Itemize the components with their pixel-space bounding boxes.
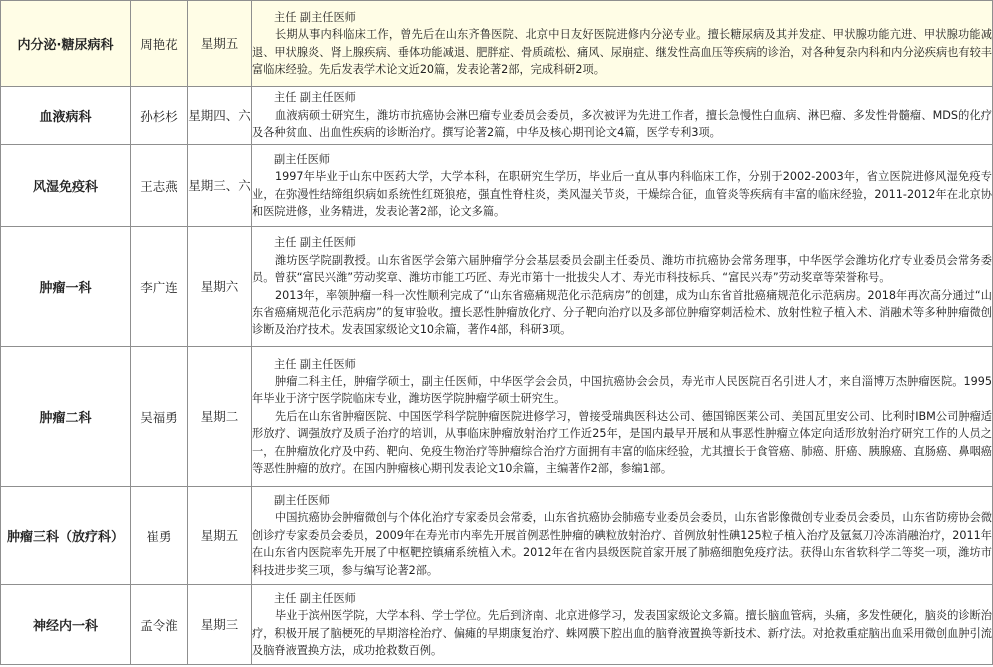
table-row bbox=[1, 347, 993, 487]
department-name: 肿瘤二科 bbox=[1, 347, 131, 487]
doctor-name: 孙杉杉 bbox=[131, 87, 188, 145]
bio-paragraph: 先后在山东省肿瘤医院、中国医学科学院肿瘤医院进修学习，曾接受瑞典医科达公司、德国锦医莱公司、美国瓦里安公司、比利时IBM公司肿瘤适形放疗、调强放疗及质子治疗的培训，从事临床肿瘤放射治疗工作近25年，是国内最早开展和从事恶性肿瘤立体定向适形放射治疗研究工作的人员之一，在肿瘤放化疗及中药、靶向、免疫生物治疗等肿瘤综合治疗方面拥有丰富的临床经验，尤其擅长于食管癌、肺癌、肝癌、胰腺癌、直肠癌、鼻咽癌等恶性肿瘤的放疗。在国内肿瘤核心期刊发表论文10余篇，主编著作2部，参编1部。 bbox=[252, 409, 992, 476]
doctor-name: 吴福勇 bbox=[131, 347, 188, 487]
doctor-name: 周艳花 bbox=[131, 1, 188, 87]
department-name: 肿瘤三科（放疗科） bbox=[1, 487, 131, 585]
doctor-bio bbox=[252, 227, 993, 347]
bio-paragraph: 中国抗癌协会肿瘤微创与个体化治疗专家委员会常委，山东省抗癌协会肺癌专业委员会委员，山东省影像微创专业委员会委员，山东省防痨协会微创诊疗专家委员会委员，2009年在寿光市内率先开展首例恶性肿瘤的碘粒放射治疗、首例放射性碘125粒子植入治疗及氩氦刀冷冻消融治疗，2011年在山东省内医院率先开展了中枢靶控镇痛系统植入术。2012年在省内县级医院首家开展了肺癌细胞免疫疗法。获得山东省软科学二等奖一项，潍坊市科技进步奖三项，参与编写论著2部。 bbox=[252, 511, 992, 577]
bio-paragraph: 2013年，率领肿瘤一科一次性顺利完成了“山东省癌痛规范化示范病房”的创建，成为山东省首批癌痛规范化示范病房。2018年再次高分通过“山东省癌痛规范化示范病房”的复审验收。擅长恶性肿瘤放化疗、分子靶向治疗以及多部位肿瘤穿刺活检术、放射性粒子植入术、消融术等多种肿瘤微创诊断及治疗技术。发表国家级论文10余篇，著作4部，科研3项。 bbox=[252, 288, 992, 337]
table-row bbox=[1, 145, 993, 227]
doctor-bio bbox=[252, 585, 993, 665]
doctor-bio bbox=[252, 487, 993, 585]
doctor-bio bbox=[252, 87, 993, 145]
department-name: 内分泌·糖尿病科 bbox=[1, 1, 131, 87]
bio-paragraph: 1997年毕业于山东中医药大学，大学本科，在职研究生学历，毕业后一直从事内科临床工作，分别于2002-2003年，省立医院进修风湿免疫专业，在弥漫性结缔组织病如系统性红斑狼疮，强直性脊柱炎，类风湿关节炎，干燥综合征，血管炎等疾病有丰富的临床经验，2011-2012年在北京协和医院进修，业务精进，发表论著2部，论文多篇。 bbox=[252, 170, 992, 218]
doctor-bio bbox=[252, 347, 993, 487]
clinic-days: 星期五 bbox=[188, 487, 252, 585]
clinic-days: 星期二 bbox=[188, 347, 252, 487]
department-name: 神经内一科 bbox=[1, 585, 131, 665]
table-row bbox=[1, 585, 993, 665]
department-name: 风湿免疫科 bbox=[1, 145, 131, 227]
clinic-days: 星期四、六 bbox=[188, 87, 252, 145]
doctor-title: 主任 副主任医师 bbox=[274, 236, 356, 250]
doctor-title: 主任 副主任医师 bbox=[274, 10, 356, 24]
bio-paragraph: 毕业于滨州医学院，大学本科、学士学位。先后到济南、北京进修学习，发表国家级论文多篇。擅长脑血管病，头痛，多发性硬化，脑炎的诊断治疗，积极开展了脑梗死的早期溶栓治疗、偏瘫的早期康复治疗、蛛网膜下腔出血的脑脊液置换等新技术、新疗法。对抢救重症脑出血采用微创血肿引流及脑脊液置换方法，成功抢救数百例。 bbox=[252, 609, 992, 657]
doctor-title: 主任 副主任医师 bbox=[274, 91, 356, 105]
doctor-title: 主任 副主任医师 bbox=[274, 591, 356, 605]
doctor-title: 副主任医师 bbox=[274, 152, 330, 166]
table-row bbox=[1, 487, 993, 585]
bio-paragraph: 长期从事内科临床工作，曾先后在山东齐鲁医院、北京中日友好医院进修内分泌专业。擅长糖尿病及其并发症、甲状腺功能亢进、甲状腺功能减退、甲状腺炎、肾上腺疾病、垂体功能减退、肥胖症、骨质疏松、痛风、尿崩症、继发性高血压等疾病的诊治，对各种复杂内科和内分泌疾病也有较丰富临床经验。先后发表学术论文近20篇，发表论著2部，完成科研2项。 bbox=[252, 28, 992, 76]
doctor-name: 孟令淮 bbox=[131, 585, 188, 665]
department-name: 肿瘤一科 bbox=[1, 227, 131, 347]
department-name: 血液病科 bbox=[1, 87, 131, 145]
clinic-days: 星期六 bbox=[188, 227, 252, 347]
doctor-title: 副主任医师 bbox=[274, 493, 330, 507]
bio-paragraph: 血液病硕士研究生，潍坊市抗癌协会淋巴瘤专业委员会委员，多次被评为先进工作者，擅长急慢性白血病、淋巴瘤、多发性骨髓瘤、MDS的化疗及各种贫血、出血性疾病的诊断治疗。撰写论著2篇，中华及核心期刊论文4篇，医学专利3项。 bbox=[252, 108, 992, 140]
clinic-days: 星期三、六 bbox=[188, 145, 252, 227]
bio-paragraph: 潍坊医学院副教授。山东省医学会第六届肿瘤学分会基层委员会副主任委员、潍坊市抗癌协会常务理事，中华医学会潍坊化疗专业委员会常务委员。曾获“富民兴潍”劳动奖章、潍坊市能工巧匠、寿光市第十一批拔尖人才、寿光市科技标兵、“富民兴寿”劳动奖章等荣誉称号。 bbox=[252, 253, 992, 285]
doctor-name: 王志燕 bbox=[131, 145, 188, 227]
doctor-name: 李广连 bbox=[131, 227, 188, 347]
table-row bbox=[1, 1, 993, 87]
clinic-days: 星期五 bbox=[188, 1, 252, 87]
clinic-days: 星期三 bbox=[188, 585, 252, 665]
bio-paragraph: 肿瘤二科主任，肿瘤学硕士，副主任医师，中华医学会会员，中国抗癌协会会员，寿光市人民医院百名引进人才，来自淄博万杰肿瘤医院。1995年毕业于济宁医学院临床专业，潍坊医学院肿瘤学硕士研究生。 bbox=[252, 374, 992, 406]
doctor-bio bbox=[252, 145, 993, 227]
doctor-bio bbox=[252, 1, 993, 87]
doctor-title: 主任 副主任医师 bbox=[274, 357, 356, 371]
doctor-name: 崔勇 bbox=[131, 487, 188, 585]
table-row bbox=[1, 87, 993, 145]
table-row bbox=[1, 227, 993, 347]
